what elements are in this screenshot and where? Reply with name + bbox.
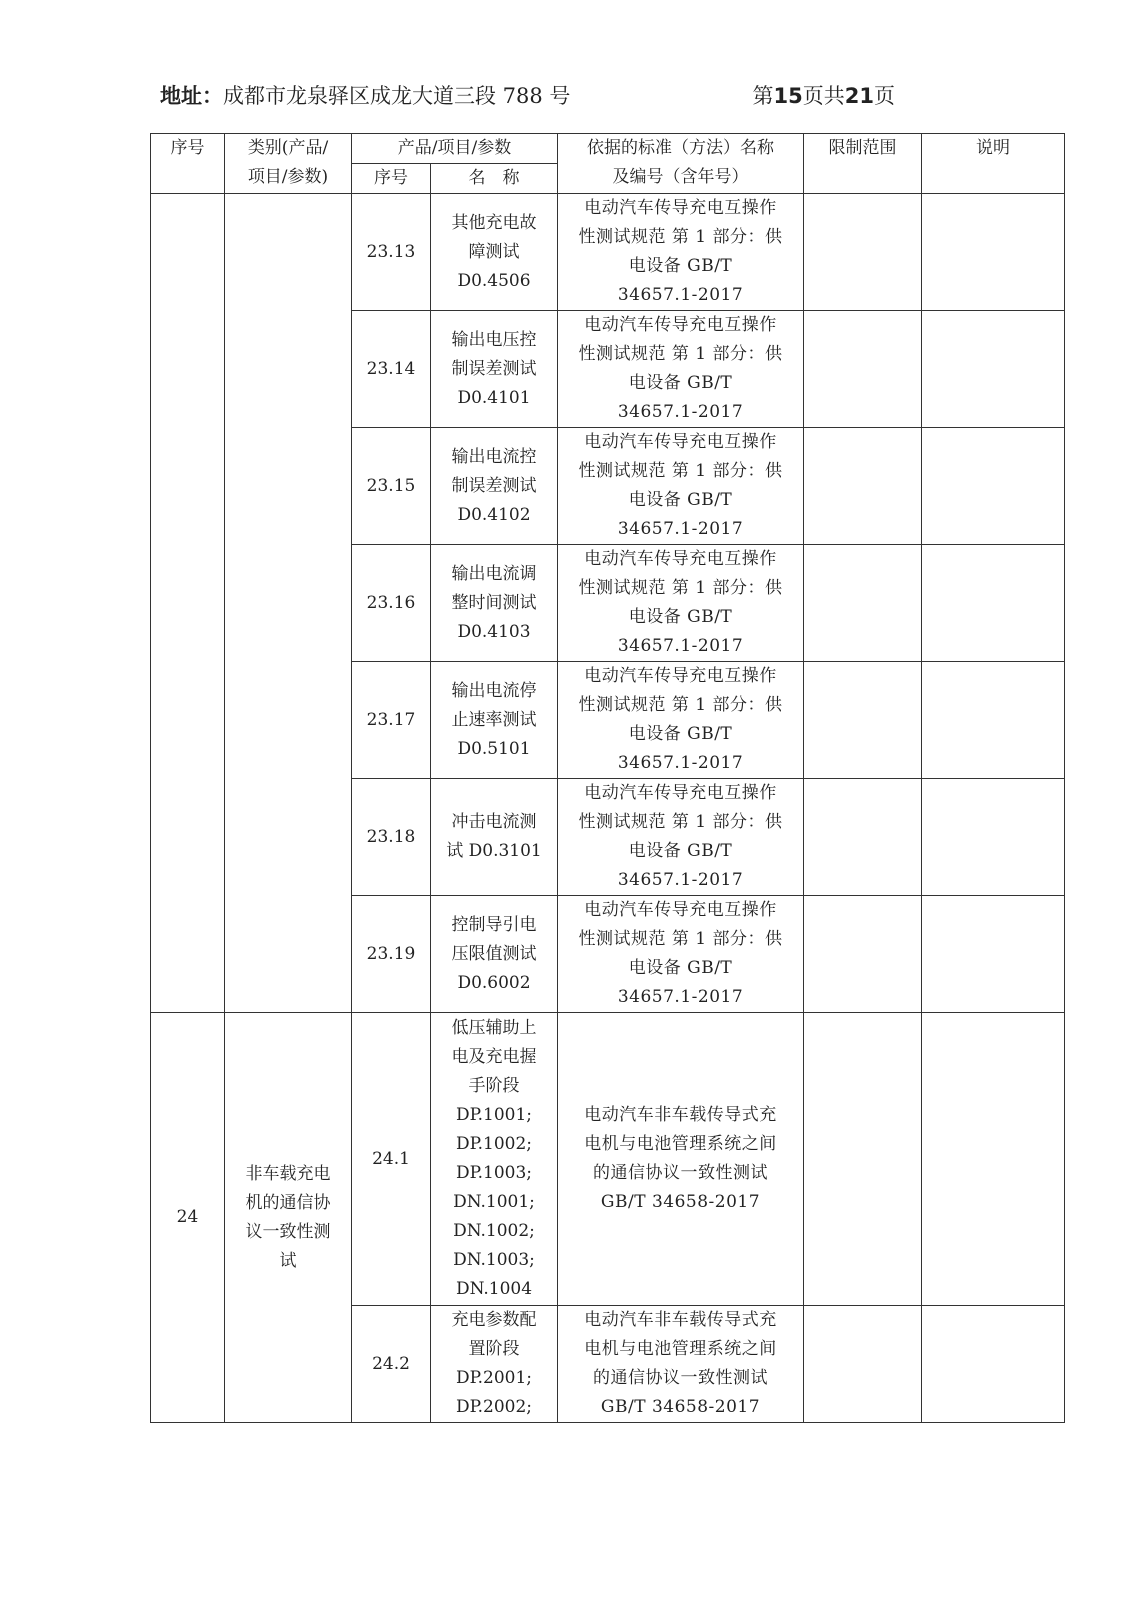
group24-category: 非车载充电 机的通信协 议一致性测 试 [225,1013,352,1423]
row-standard: 电动汽车传导充电互操作 性测试规范 第 1 部分：供 电设备 GB/T 34657.1-2017 [558,779,804,896]
row-name: 输出电流控 制误差测试 D0.4102 [431,428,558,545]
row-name: 输出电压控 制误差测试 D0.4101 [431,311,558,428]
address-text: 成都市龙泉驿区成龙大道三段 788 号 [223,84,571,108]
group23-seq-cell [151,194,225,1013]
col-standard: 依据的标准（方法）名称 及编号（含年号） [558,134,804,194]
page-number [753,80,895,110]
row-seq: 24.1 [352,1013,431,1306]
row-seq: 23.15 [352,428,431,545]
row-seq: 23.16 [352,545,431,662]
row-seq: 23.19 [352,896,431,1013]
row-standard: 电动汽车传导充电互操作 性测试规范 第 1 部分：供 电设备 GB/T 34657.1-2017 [558,428,804,545]
table-row [151,194,1065,311]
row-limit [804,896,922,1013]
page-current: 15 [773,84,803,108]
row-standard: 电动汽车传导充电互操作 性测试规范 第 1 部分：供 电设备 GB/T 34657.1-2017 [558,194,804,311]
row-note [922,1013,1065,1306]
row-standard: 电动汽车传导充电互操作 性测试规范 第 1 部分：供 电设备 GB/T 34657.1-2017 [558,545,804,662]
scope-table [150,133,1065,1423]
row-name: 输出电流停 止速率测试 D0.5101 [431,662,558,779]
row-limit [804,545,922,662]
page-prefix: 第 [752,84,774,108]
row-seq: 24.2 [352,1306,431,1423]
row-standard: 电动汽车非车载传导式充 电机与电池管理系统之间 的通信协议一致性测试 GB/T 34658-2017 [558,1306,804,1423]
col-product-group: 产品/项目/参数 [352,134,558,164]
row-standard: 电动汽车传导充电互操作 性测试规范 第 1 部分：供 电设备 GB/T 34657.1-2017 [558,896,804,1013]
row-name: 其他充电故 障测试 D0.4506 [431,194,558,311]
row-note [922,662,1065,779]
col-name: 名 称 [431,164,558,194]
col-note: 说明 [922,134,1065,194]
row-name: 控制导引电 压限值测试 D0.6002 [431,896,558,1013]
row-note [922,311,1065,428]
row-note [922,896,1065,1013]
row-standard: 电动汽车传导充电互操作 性测试规范 第 1 部分：供 电设备 GB/T 34657.1-2017 [558,662,804,779]
col-seq: 序号 [151,134,225,194]
row-note [922,428,1065,545]
group24-seq: 24 [151,1013,225,1423]
row-seq: 23.13 [352,194,431,311]
page-total: 21 [844,84,874,108]
row-note [922,194,1065,311]
row-limit [804,194,922,311]
page-suffix: 页 [874,84,895,108]
page-middle: 页共 [802,84,845,108]
row-standard: 电动汽车非车载传导式充 电机与电池管理系统之间 的通信协议一致性测试 GB/T 34658-2017 [558,1013,804,1306]
row-limit [804,1013,922,1306]
row-seq: 23.17 [352,662,431,779]
row-seq: 23.18 [352,779,431,896]
row-seq: 23.14 [352,311,431,428]
table-header [151,134,1065,194]
row-name: 冲击电流测 试 D0.3101 [431,779,558,896]
row-limit [804,311,922,428]
col-category: 类别(产品/ 项目/参数) [225,134,352,194]
page-header [160,80,895,114]
row-limit [804,428,922,545]
col-sub-seq: 序号 [352,164,431,194]
table-row [151,1013,1065,1306]
row-name: 低压辅助上 电及充电握 手阶段 DP.1001; DP.1002; DP.1003; DN.1001; DN.1002; DN.1003; DN.1004 [431,1013,558,1306]
address-label: 地址： [160,83,223,108]
row-name: 输出电流调 整时间测试 D0.4103 [431,545,558,662]
address-line [160,80,570,110]
row-note [922,779,1065,896]
row-standard: 电动汽车传导充电互操作 性测试规范 第 1 部分：供 电设备 GB/T 34657.1-2017 [558,311,804,428]
row-limit [804,779,922,896]
row-note [922,545,1065,662]
row-note [922,1306,1065,1423]
group23-category-cell [225,194,352,1013]
row-limit [804,1306,922,1423]
col-limit: 限制范围 [804,134,922,194]
row-limit [804,662,922,779]
row-name: 充电参数配 置阶段 DP.2001; DP.2002; [431,1306,558,1423]
